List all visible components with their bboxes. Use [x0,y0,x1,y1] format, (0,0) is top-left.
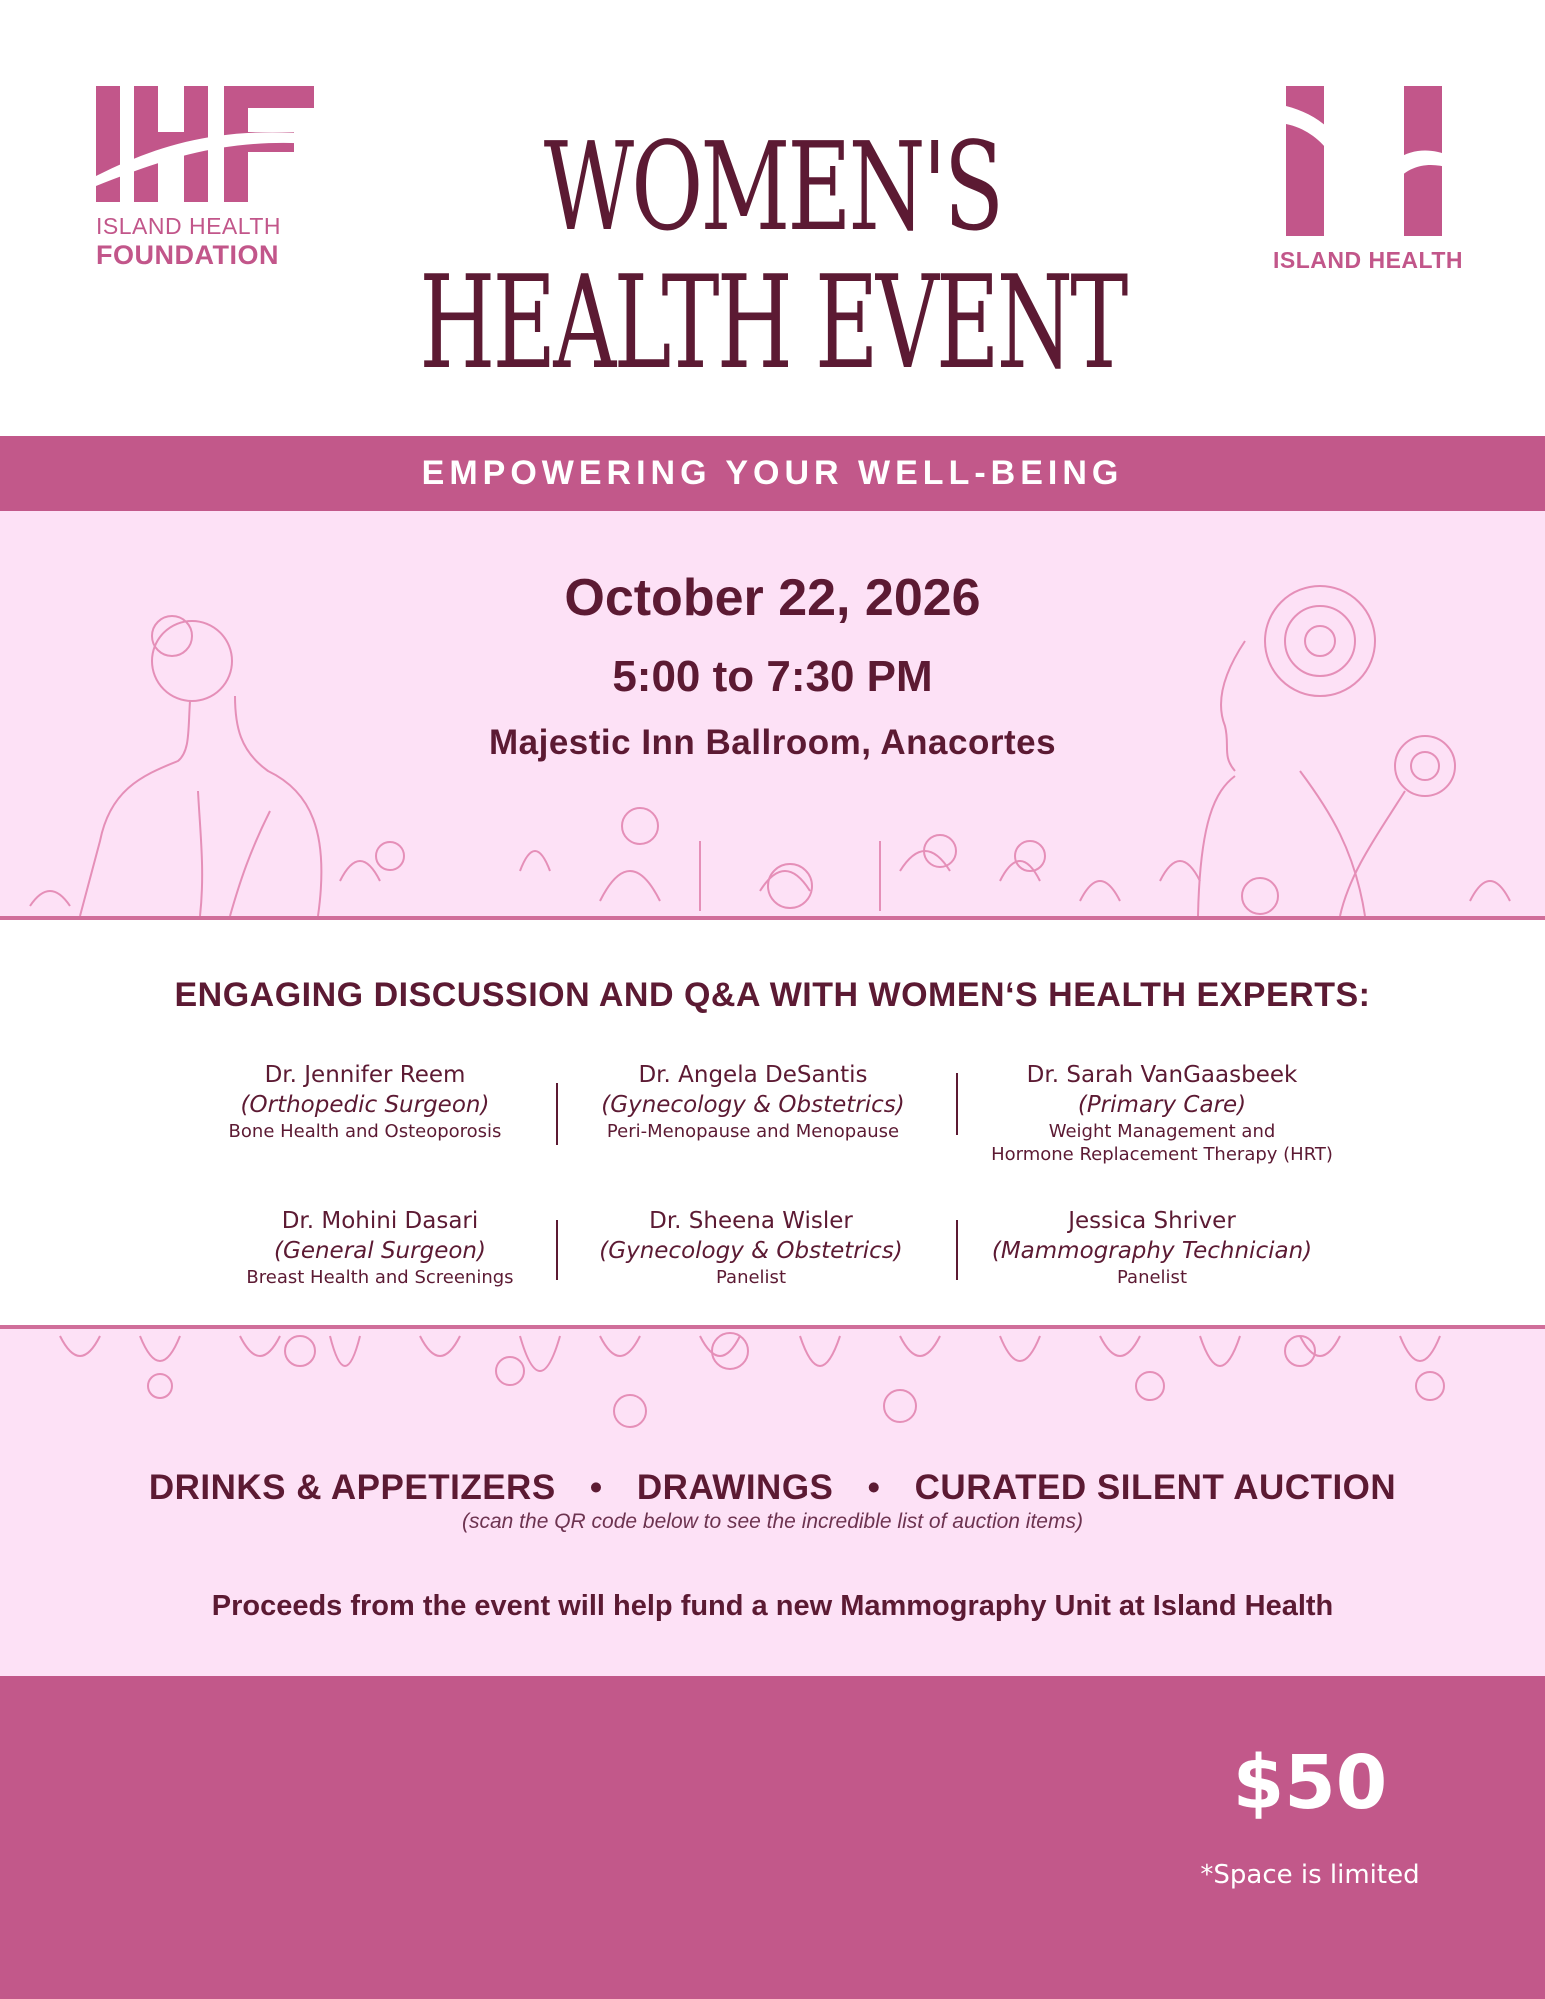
flower-border-top [30,808,1510,914]
amenity-item: DRINKS & APPETIZERS [148,1468,556,1507]
amenities-band-divider [0,1325,1545,1329]
speaker-card [962,1206,1342,1289]
speaker-card [175,1060,555,1143]
event-date: October 22, 2026 [564,569,981,627]
amenities-line [0,1468,1545,1508]
speaker-divider [556,1220,558,1280]
speaker-role: (General Surgeon) [274,1238,486,1264]
speaker-role: (Primary Care) [1077,1092,1247,1118]
ticket-price: $50 [1232,1740,1388,1826]
speaker-divider [956,1220,958,1280]
speaker-name: Dr. Mohini Dasari [281,1208,479,1234]
ihf-logo-line1: ISLAND HEALTH [96,213,282,239]
speaker-topic: Breast Health and Screenings [246,1267,514,1288]
speaker-role: (Orthopedic Surgeon) [240,1092,490,1118]
speaker-name: Dr. Angela DeSantis [638,1062,868,1088]
speaker-topic-line2: Hormone Replacement Therapy (HRT) [991,1144,1333,1165]
speaker-topic: Peri-Menopause and Menopause [606,1121,900,1142]
speaker-name: Dr. Sarah VanGaasbeek [1026,1062,1298,1088]
speaker-topic: Panelist [1117,1267,1187,1288]
speaker-card [561,1206,941,1289]
floral-border-bottom [0,1326,1545,1446]
panel-heading: ENGAGING DISCUSSION AND Q&A WITH WOMEN‘S HEALTH EXPERTS: [174,976,1371,1014]
speaker-card [190,1206,570,1289]
event-venue: Majestic Inn Ballroom, Anacortes [488,723,1057,762]
amenity-separator: • [589,1468,603,1507]
speaker-role: (Gynecology & Obstetrics) [599,1238,903,1264]
speaker-role: (Gynecology & Obstetrics) [601,1092,905,1118]
speaker-role: (Mammography Technician) [991,1238,1313,1264]
ih-logo-line1: ISLAND HEALTH [1272,247,1464,273]
speaker-name: Dr. Sheena Wisler [649,1208,853,1234]
info-band-divider [0,916,1545,920]
event-title-line2: HEALTH EVENT [419,249,1126,398]
speaker-topic: Panelist [716,1267,786,1288]
speaker-name: Dr. Jennifer Reem [264,1062,466,1088]
amenity-separator: • [867,1468,881,1507]
event-title-line1: WOMEN'S [543,116,1002,258]
amenity-item: DRAWINGS [636,1468,834,1507]
speaker-topic: Weight Management and [1048,1121,1276,1142]
amenity-item: CURATED SILENT AUCTION [914,1468,1397,1507]
proceeds-statement: Proceeds from the event will help fund a new Mammography Unit at Island Health [211,1590,1334,1622]
speaker-card [563,1060,943,1143]
ihf-logo-line2: FOUNDATION [96,240,279,270]
space-limited-note: *Space is limited [1200,1860,1420,1890]
speaker-name: Jessica Shriver [1068,1208,1236,1234]
speaker-divider [956,1073,958,1135]
event-time: 5:00 to 7:30 PM [612,652,933,701]
speaker-topic: Bone Health and Osteoporosis [228,1121,502,1142]
speaker-card [972,1060,1352,1166]
speaker-divider [556,1083,558,1145]
ticket-band [0,1676,1545,1999]
qr-note: (scan the QR code below to see the incredible list of auction items) [462,1510,1083,1533]
tagline-band: EMPOWERING YOUR WELL-BEING [0,436,1545,511]
